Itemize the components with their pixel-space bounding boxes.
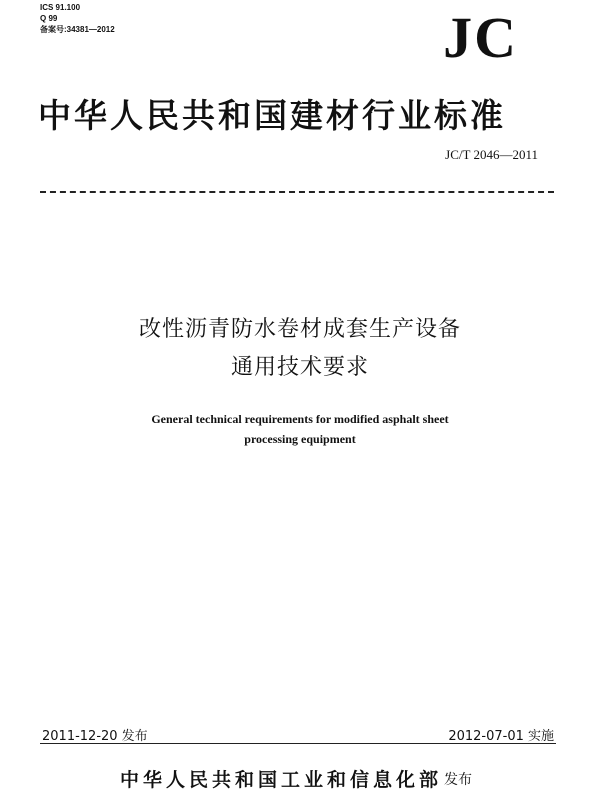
implementation-date: 2012-07-01 实施	[448, 729, 554, 744]
publish-label: 发布	[444, 772, 472, 788]
publisher: 中华人民共和国工业和信息化部	[120, 769, 443, 791]
title-cn-line-1: 改性沥青防水卷材成套生产设备	[138, 317, 461, 342]
category-code: Q 99	[40, 14, 58, 23]
ics-code: ICS 91.100	[40, 3, 81, 12]
title-en-line-1: General technical requirements for modified asphalt sheet	[151, 412, 449, 426]
issue-date: 2011-12-20 发布	[42, 729, 148, 744]
title-en-line-2: processing equipment	[244, 432, 356, 446]
standard-number: JC/T 2046—2011	[445, 147, 538, 162]
jc-logo: JC	[443, 5, 518, 70]
record-number: 备案号:34381—2012	[40, 25, 115, 34]
header-divider	[40, 191, 554, 193]
meta-block	[40, 2, 115, 35]
footer-divider	[40, 743, 556, 744]
title-cn-line-2: 通用技术要求	[230, 355, 369, 380]
header-title: 中华人民共和国建材行业标准	[38, 96, 506, 135]
